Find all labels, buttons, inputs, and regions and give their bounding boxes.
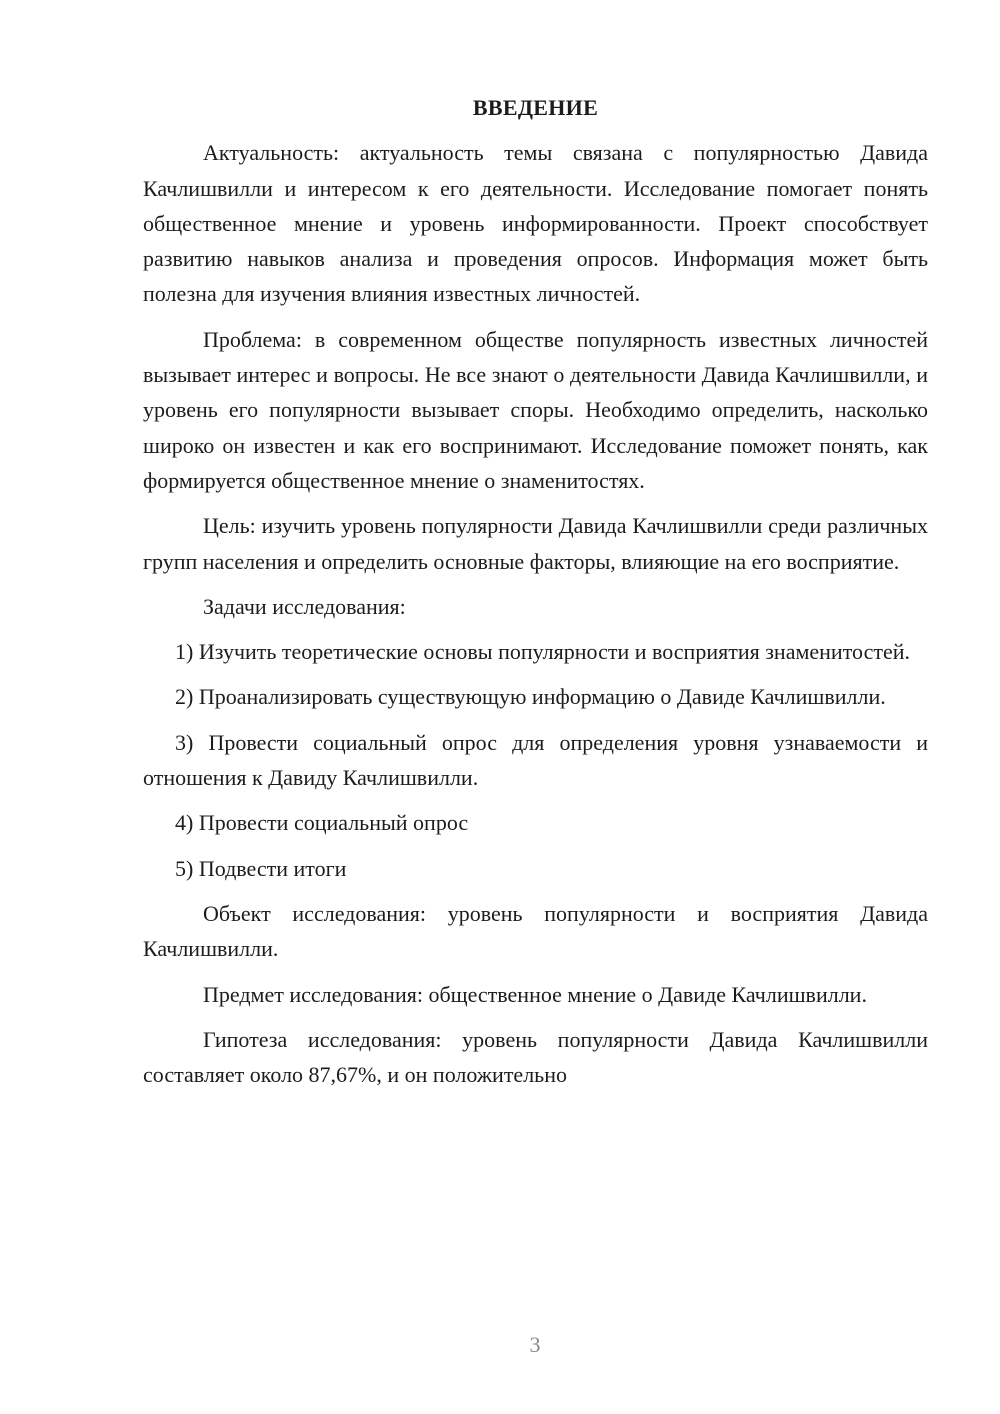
task-item-2: 2) Проанализировать существующую информацию о Давиде Качлишвилли. — [175, 684, 886, 710]
task-item-5: 5) Подвести итоги — [175, 855, 347, 881]
task-item-3: 3) Провести социальный опрос для определения уровня узнаваемости и отношения к Давиду Качлишвилли. — [143, 729, 928, 791]
document-page — [143, 90, 928, 1102]
page-number: 3 — [529, 1332, 541, 1357]
task-item-1: 1) Изучить теоретические основы популярности и восприятия знаменитостей. — [175, 639, 910, 665]
subject-paragraph: Предмет исследования: общественное мнение о Давиде Качлишвилли. — [203, 981, 867, 1007]
goal-paragraph: Цель: изучить уровень популярности Давида Качлишвилли среди различных групп населения и определить основные факторы, влияющие на его восприятие. — [143, 513, 928, 574]
relevance-paragraph: Актуальность: актуальность темы связана с популярностью Давида Качлишвилли и интересом к его деятельности. Исследование помогает понять общественное мнение и уровень информированности. Проект способствует развитию навыков анализа и проведения опросов. Информация может быть полезна для изучения влияния известных личностей. — [143, 140, 928, 307]
tasks-heading: Задачи исследования: — [203, 593, 406, 619]
task-item-4: 4) Провести социальный опрос — [175, 810, 469, 836]
hypothesis-paragraph: Гипотеза исследования: уровень популярности Давида Качлишвилли составляет около 87,67%, и он положительно — [143, 1026, 928, 1088]
problem-paragraph: Проблема: в современном обществе популярность известных личностей вызывает интерес и вопросы. Не все знают о деятельности Давида Качлишвилли, и уровень его популярности вызывает споры. Необходимо определить, насколько широко он известен и как его воспринимают. Исследование поможет понять, как формируется общественное мнение о знаменитостях. — [143, 326, 928, 493]
object-paragraph: Объект исследования: уровень популярности и восприятия Давида Качлишвилли. — [143, 900, 928, 962]
section-title: ВВЕДЕНИЕ — [472, 95, 599, 120]
